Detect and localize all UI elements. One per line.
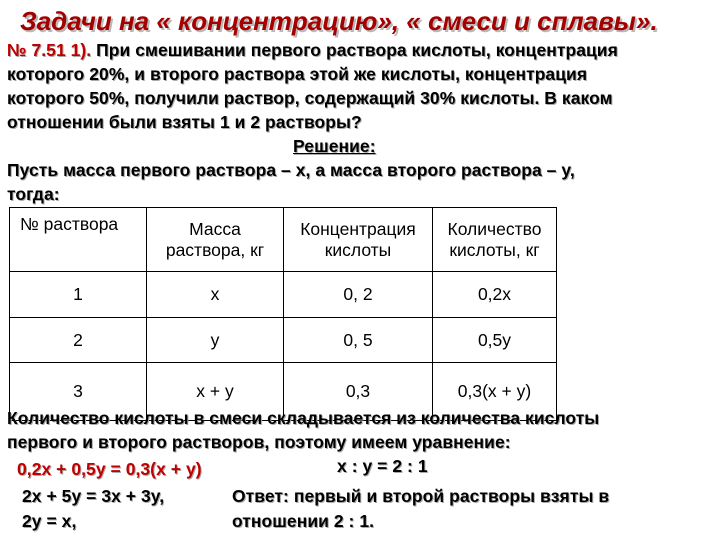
cell-amount: 0,3(х + у) — [433, 363, 557, 421]
cell-number: 2 — [10, 318, 147, 363]
table-row — [10, 318, 557, 363]
table-header-row — [10, 208, 557, 272]
intro-line-1: Пусть масса первого раствора – х, а масса второго раствора – у, — [7, 160, 575, 180]
intro-line-2: тогда: — [7, 184, 60, 204]
solution-table — [9, 207, 557, 421]
solution-heading: Решение: — [293, 136, 376, 156]
header-acid-amount: Количество кислоты, кг — [433, 208, 557, 272]
cell-concentration: 0,3 — [284, 363, 433, 421]
cell-concentration: 0, 2 — [284, 272, 433, 318]
cell-amount: 0,5у — [433, 318, 557, 363]
problem-line-4: отношении были взяты 1 и 2 растворы? — [7, 112, 362, 132]
cell-mass: х — [147, 272, 284, 318]
header-concentration: Концентрация кислоты — [284, 208, 433, 272]
cell-number: 3 — [10, 363, 147, 421]
problem-line-3: которого 50%, получили раствор, содержащий 30% кислоты. В каком — [7, 88, 613, 108]
equation: 0,2х + 0,5у = 0,3(х + у) — [17, 459, 202, 479]
problem-text-1: При смешивании первого раствора кислоты, концентрация — [91, 40, 618, 60]
cell-amount: 0,2х — [433, 272, 557, 318]
problem-line-2: которого 20%, и второго раствора этой же кислоты, концентрация — [7, 64, 588, 84]
step-1: 2х + 5у = 3х + 3у, — [22, 486, 165, 506]
conclusion-line-2: первого и второго растворов, поэтому имеем уравнение: — [7, 432, 511, 452]
conclusion-line-1: Количество кислоты в смеси складывается из количества кислоты — [7, 408, 600, 428]
problem-line-1 — [7, 40, 618, 61]
answer-line-2: отношении 2 : 1. — [232, 511, 375, 531]
table-row — [10, 272, 557, 318]
answer-line-1: Ответ: первый и второй растворы взяты в — [232, 486, 610, 506]
cell-mass: у — [147, 318, 284, 363]
ratio: х : у = 2 : 1 — [337, 456, 428, 476]
header-solution-number: № раствора — [10, 208, 147, 272]
problem-number: № 7.51 1). — [7, 40, 92, 60]
header-mass: Масса раствора, кг — [147, 208, 284, 272]
cell-number: 1 — [10, 272, 147, 318]
step-2: 2у = х, — [22, 511, 77, 531]
page-title: Задачи на « концентрацию», « смеси и сплавы». — [20, 6, 658, 36]
cell-concentration: 0, 5 — [284, 318, 433, 363]
cell-mass: х + у — [147, 363, 284, 421]
